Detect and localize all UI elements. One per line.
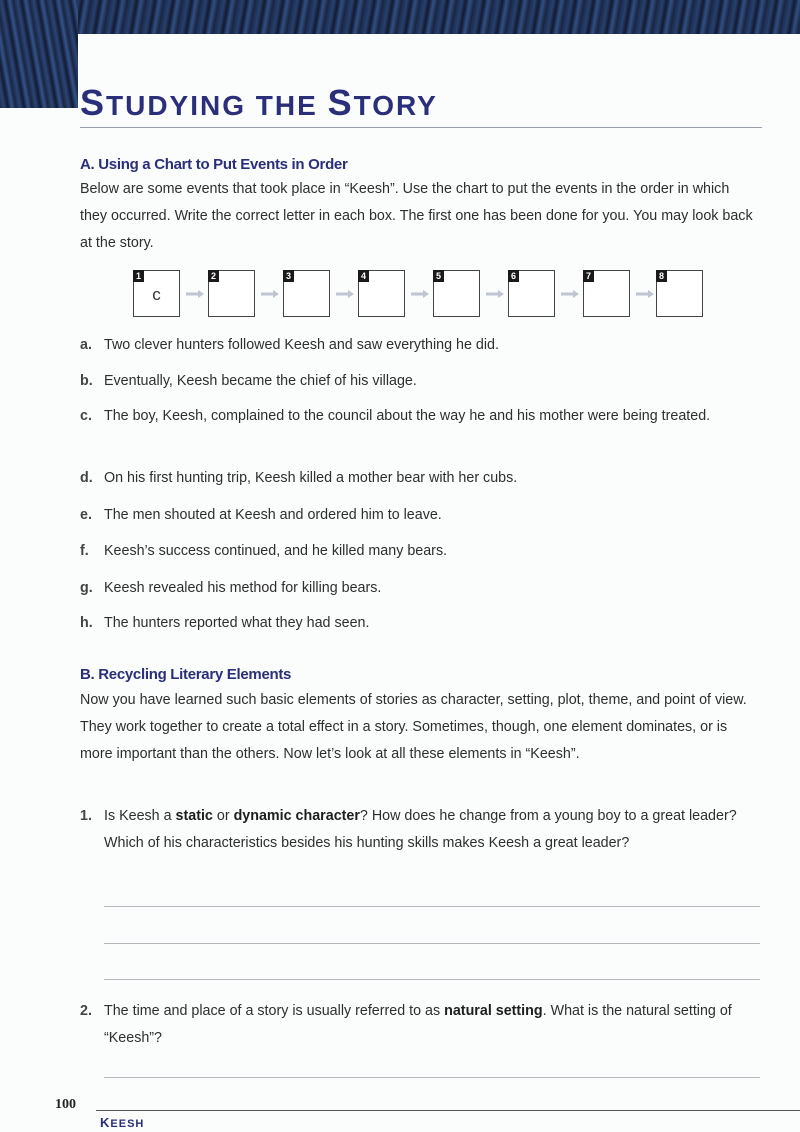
chart-box-2[interactable] [208,270,255,317]
event-item-d: d. On his first hunting trip, Keesh killed a mother bear with her cubs. [80,470,518,486]
question-2: 2. The time and place of a story is usually referred to as natural setting. What is the natural setting of “Keesh”? [80,1003,732,1046]
event-item-b: b. Eventually, Keesh became the chief of his village. [80,373,417,389]
section-a-heading: A. Using a Chart to Put Events in Order [80,156,348,173]
box-number: 6 [508,270,519,282]
header-art-corner [0,0,78,108]
answer-line[interactable] [104,943,760,944]
answer-line[interactable] [104,906,760,907]
title-divider [80,127,762,128]
sequence-chart [133,266,703,318]
event-item-e: e. The men shouted at Keesh and ordered him to leave. [80,507,442,523]
arrow-right-icon [410,290,430,298]
chart-box-8[interactable] [656,270,703,317]
event-item-g: g. Keesh revealed his method for killing bears. [80,580,382,596]
box-number: 3 [283,270,294,282]
chart-box-7[interactable] [583,270,630,317]
arrow-right-icon [635,290,655,298]
chart-box-3[interactable] [283,270,330,317]
chart-box-4[interactable] [358,270,405,317]
arrow-right-icon [335,290,355,298]
event-item-a: a. Two clever hunters followed Keesh and saw everything he did. [80,337,499,353]
event-item-h: h. The hunters reported what they had seen. [80,615,370,631]
event-item-c: c. The boy, Keesh, complained to the council about the way he and his mother were being treated. [80,408,711,424]
chart-box-6[interactable] [508,270,555,317]
event-item-f: f. Keesh’s success continued, and he killed many bears. [80,543,448,559]
arrow-right-icon [560,290,580,298]
box-number: 7 [583,270,594,282]
question-1: 1. Is Keesh a static or dynamic character? How does he change from a young boy to a great leader? Which of his characteristics besides his hunting skills makes Keesh a great leader? [80,808,737,851]
footer-divider [96,1110,800,1111]
box-number: 4 [358,270,369,282]
arrow-right-icon [485,290,505,298]
box-answer: c [152,285,161,304]
section-a-instructions: Below are some events that took place in “Keesh”. Use the chart to put the events in the order in which they occurred. Write the correct letter in each box. The first one has been done for you. You may look back at the story. [80,181,753,251]
page-number: 100 [55,1097,76,1112]
box-number: 8 [656,270,667,282]
header-art-band [0,0,800,34]
section-b-heading: B. Recycling Literary Elements [80,666,292,683]
arrow-right-icon [185,290,205,298]
box-number: 2 [208,270,219,282]
answer-line[interactable] [104,1077,760,1078]
footer-story-title: KEESH [100,1115,145,1130]
box-number: 1 [133,270,144,282]
chart-box-5[interactable] [433,270,480,317]
arrow-right-icon [260,290,280,298]
section-b-intro: Now you have learned such basic elements of stories as character, setting, plot, theme, and point of view. They work together to create a total effect in a story. Sometimes, though, one element dominates, or is more important than the others. Now let’s look at all these elements in “Keesh”. [80,692,747,762]
page-title: STUDYING THE STORY [80,82,438,123]
answer-line[interactable] [104,979,760,980]
chart-box-1[interactable] [133,270,180,317]
box-number: 5 [433,270,444,282]
